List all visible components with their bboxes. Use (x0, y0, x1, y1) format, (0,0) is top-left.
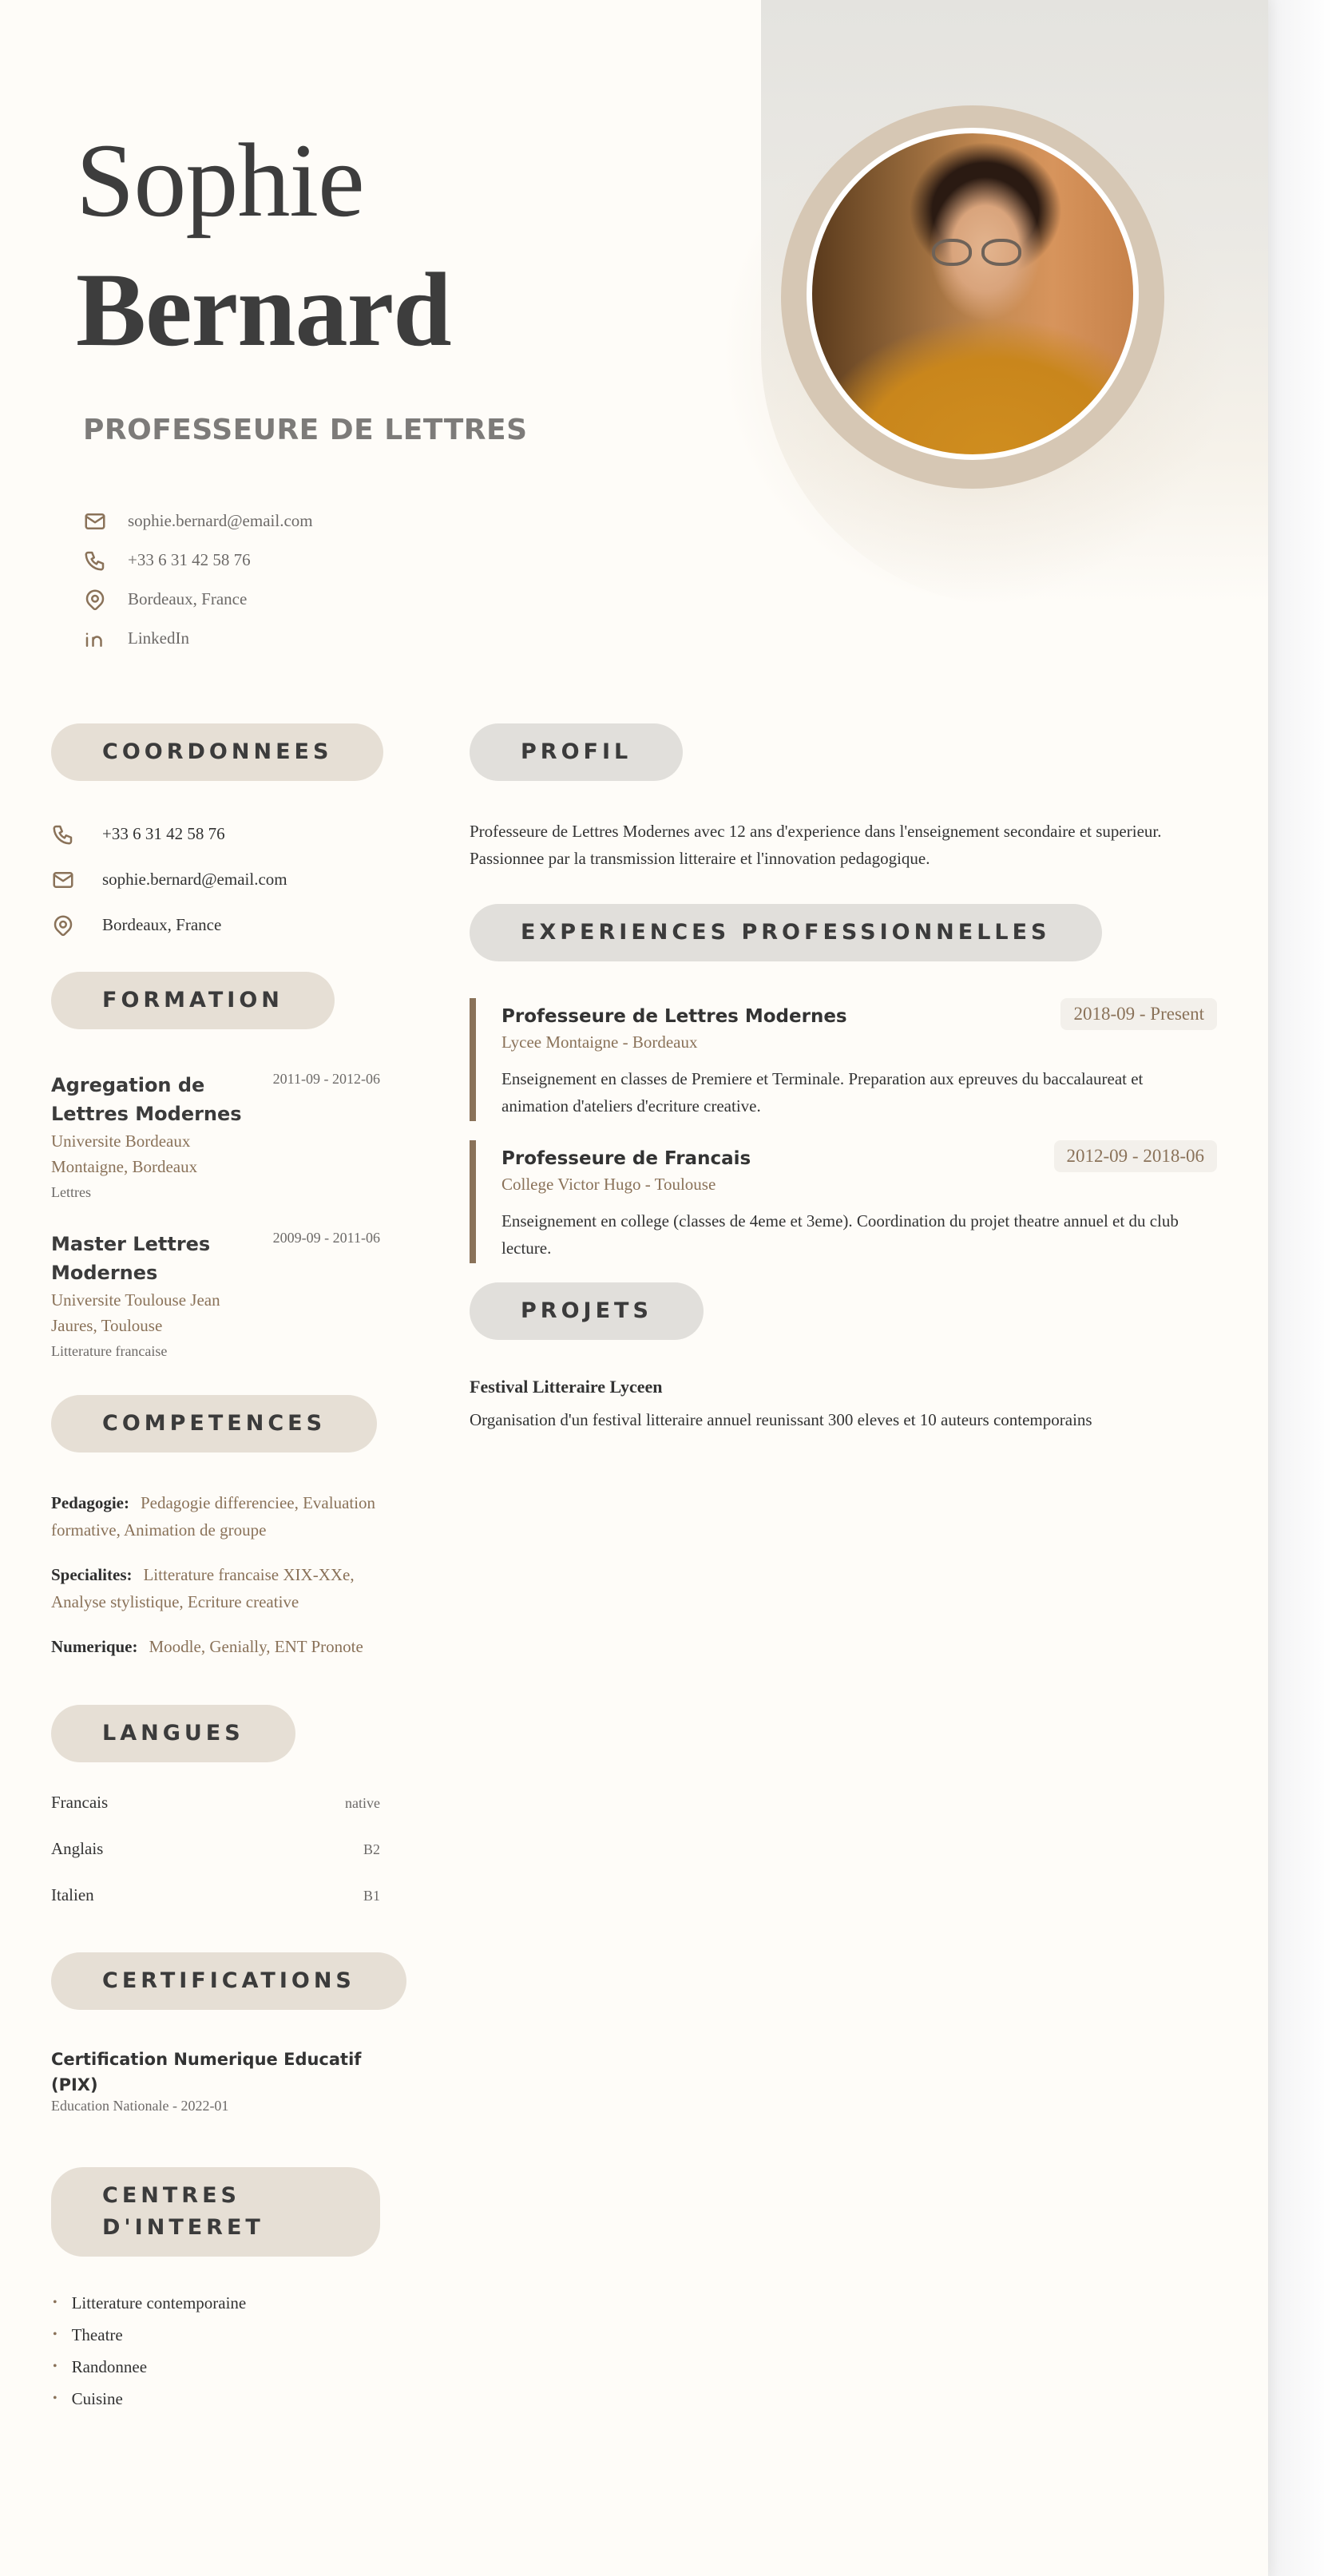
project-item (470, 1377, 1217, 1430)
skill-values: Moodle, Genially, ENT Pronote (149, 1637, 363, 1656)
hero-contact-location-text: Bordeaux, France (128, 589, 248, 608)
education-degree: Master Lettres Modernes (51, 1233, 211, 1284)
education-dates: 2011-09 - 2012-06 (272, 1071, 380, 1087)
hero-contact-linkedin[interactable] (83, 619, 313, 658)
section-heading-competences: COMPETENCES (51, 1395, 377, 1452)
interests-list (51, 2287, 380, 2415)
left-column (51, 723, 380, 2415)
contact-location (51, 902, 380, 948)
language-level: native (345, 1795, 380, 1811)
hero-contact-email[interactable] (83, 501, 313, 541)
location-icon (83, 588, 107, 612)
project-name: Festival Litteraire Lyceen (470, 1377, 663, 1397)
education-field: Lettres (51, 1184, 91, 1200)
interest-item: • Theatre (51, 2319, 380, 2351)
hero-contact-phone-text: +33 6 31 42 58 76 (128, 550, 251, 569)
language-level: B2 (363, 1841, 380, 1857)
section-langues (51, 1705, 380, 1932)
certification-meta: Education Nationale - 2022-01 (51, 2098, 229, 2114)
hero-contact-phone[interactable] (83, 541, 313, 580)
experience-title: Professeure de Lettres Modernes (501, 1006, 847, 1027)
section-heading-certifications: CERTIFICATIONS (51, 1952, 406, 2010)
skills-list (51, 1489, 380, 1660)
contact-phone[interactable] (51, 811, 380, 857)
hero-contact-linkedin-text: LinkedIn (128, 628, 189, 648)
language-row (51, 1885, 380, 1932)
section-heading-formation: FORMATION (51, 972, 335, 1029)
experience-organization: Lycee Montaigne - Bordeaux (501, 1032, 698, 1052)
profile-summary: Professeure de Lettres Modernes avec 12 ans d'experience dans l'enseignement secondaire et superieur. Passionnee par la transmission litteraire et l'innovation pedagogique. (470, 822, 1162, 868)
phone-icon (51, 822, 75, 846)
experience-list (470, 998, 1217, 1263)
skill-label: Pedagogie: (51, 1493, 129, 1512)
last-name: Bernard (76, 251, 451, 368)
education-item (51, 1230, 380, 1360)
section-profil (470, 723, 1217, 872)
experience-dates-badge: 2018-09 - Present (1060, 998, 1217, 1030)
linkedin-icon (83, 627, 107, 651)
skill-group (51, 1633, 380, 1660)
education-dates: 2009-09 - 2011-06 (272, 1230, 380, 1246)
section-heading-projets: PROJETS (470, 1282, 704, 1340)
education-item (51, 1071, 380, 1201)
language-name: Italien (51, 1885, 94, 1904)
contact-email-text: sophie.bernard@email.com (102, 870, 287, 889)
language-level: B1 (363, 1888, 380, 1904)
section-formation (51, 972, 380, 1360)
skill-label: Specialites: (51, 1565, 133, 1584)
education-school: Universite Bordeaux Montaigne, Bordeaux (51, 1131, 198, 1176)
experience-title: Professeure de Francais (501, 1148, 751, 1169)
certification-item (51, 2047, 380, 2114)
hero-contact-location (83, 580, 313, 619)
language-name: Anglais (51, 1839, 104, 1858)
skill-label: Numerique: (51, 1637, 138, 1656)
hero-contact-email-text: sophie.bernard@email.com (128, 511, 313, 530)
interest-item: • Randonnee (51, 2351, 380, 2383)
right-column (470, 723, 1217, 1430)
education-school: Universite Toulouse Jean Jaures, Toulouse (51, 1290, 220, 1335)
glasses-illustration (932, 239, 1028, 266)
certification-name: Certification Numerique Educatif (PIX) (51, 2050, 362, 2094)
education-field: Litterature francaise (51, 1343, 168, 1359)
skill-values: Litterature francaise XIX-XXe, Analyse stylistique, Ecriture creative (51, 1565, 355, 1611)
hero-contact-list (83, 501, 313, 658)
languages-list (51, 1793, 380, 1932)
section-heading-experiences: EXPERIENCES PROFESSIONNELLES (470, 904, 1102, 961)
language-row (51, 1793, 380, 1839)
job-title: PROFESSEURE DE LETTRES (83, 414, 528, 446)
section-heading-profil: PROFIL (470, 723, 683, 781)
experience-item (470, 998, 1217, 1121)
section-heading-coordonnees: COORDONNEES (51, 723, 383, 781)
experience-dates-badge: 2012-09 - 2018-06 (1054, 1140, 1217, 1172)
experience-item (470, 1140, 1217, 1263)
experience-description: Enseignement en classes de Premiere et Terminale. Preparation aux epreuves du baccalaureat et animation d'ateliers d'ecriture creative. (501, 1069, 1144, 1116)
mail-icon (83, 509, 107, 533)
contact-location-text: Bordeaux, France (102, 915, 222, 934)
section-coordonnees (51, 723, 380, 948)
section-interets (51, 2167, 380, 2415)
skill-group (51, 1489, 380, 1544)
education-list (51, 1071, 380, 1360)
experience-description: Enseignement en college (classes de 4eme et 3eme). Coordination du projet theatre annuel et du club lecture. (501, 1211, 1179, 1258)
project-description: Organisation d'un festival litteraire annuel reunissant 300 eleves et 10 auteurs contemporains (470, 1410, 1092, 1429)
education-degree: Agregation de Lettres Modernes (51, 1074, 242, 1125)
contact-phone-text: +33 6 31 42 58 76 (102, 824, 225, 843)
section-heading-interets: CENTRES D'INTERET (51, 2167, 380, 2257)
section-competences (51, 1395, 380, 1660)
section-heading-langues: LANGUES (51, 1705, 295, 1762)
profile-photo (807, 128, 1139, 460)
language-name: Francais (51, 1793, 109, 1812)
language-row (51, 1839, 380, 1885)
phone-icon (83, 549, 107, 573)
contact-list (51, 811, 380, 948)
section-certifications (51, 1952, 380, 2114)
mail-icon (51, 868, 75, 892)
section-projets (470, 1282, 1217, 1430)
section-experiences (470, 904, 1217, 1263)
experience-organization: College Victor Hugo - Toulouse (501, 1175, 716, 1194)
location-icon (51, 913, 75, 937)
skill-values: Pedagogie differenciee, Evaluation formative, Animation de groupe (51, 1493, 376, 1540)
interest-item: • Cuisine (51, 2383, 380, 2415)
interest-item: • Litterature contemporaine (51, 2287, 380, 2319)
skill-group (51, 1561, 380, 1615)
first-name: Sophie (76, 121, 364, 239)
contact-email[interactable] (51, 857, 380, 902)
